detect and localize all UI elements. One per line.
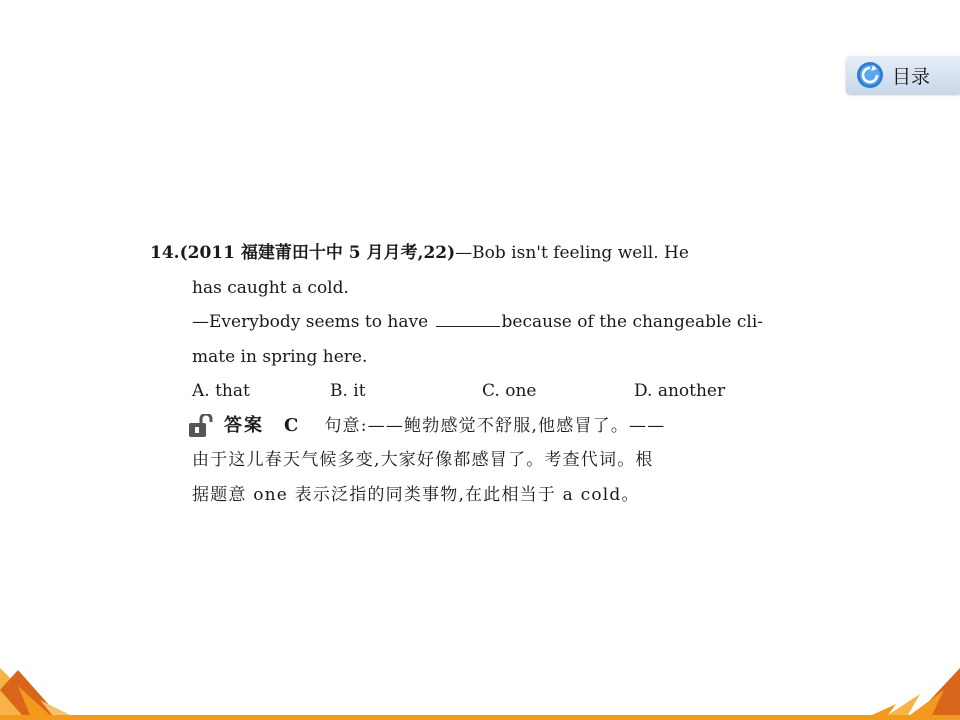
- question-line3-before: —Everybody seems to have: [192, 312, 434, 332]
- explanation-line-3: 据题意 one 表示泛指的同类事物,在此相当于 a cold。: [192, 484, 640, 505]
- option-d: D. another: [634, 381, 726, 401]
- question-number: 14: [150, 243, 174, 263]
- question-line1-text: —Bob isn't feeling well. He: [455, 243, 689, 263]
- question-line-4: mate in spring here.: [192, 346, 368, 367]
- answer-label: 答案: [224, 414, 264, 436]
- options-row: [150, 374, 795, 409]
- answer-line-1: [150, 409, 795, 444]
- answer-blank: [436, 310, 500, 327]
- option-c: C. one: [482, 381, 537, 401]
- unlock-icon: [188, 414, 214, 438]
- question-line-1: [150, 236, 795, 271]
- question-block: [150, 236, 795, 512]
- option-b: B. it: [330, 381, 366, 401]
- option-a: A. that: [192, 381, 250, 401]
- question-source: .(2011 福建莆田十中 5 月月考,22): [173, 243, 456, 263]
- question-line3-after: because of the changeable cli-: [501, 312, 763, 332]
- answer-value: C: [284, 414, 299, 436]
- toc-button[interactable]: [846, 56, 960, 94]
- explanation-line-2: 由于这儿春天气候多变,大家好像都感冒了。考查代词。根: [192, 450, 654, 470]
- explanation-line-1: 句意:——鲍勃感觉不舒服,他感冒了。——: [324, 415, 666, 436]
- question-line-3: [150, 305, 795, 340]
- refresh-circle-icon: [856, 61, 884, 89]
- toc-label: 目录: [892, 65, 931, 88]
- question-line-2: has caught a cold.: [192, 277, 349, 298]
